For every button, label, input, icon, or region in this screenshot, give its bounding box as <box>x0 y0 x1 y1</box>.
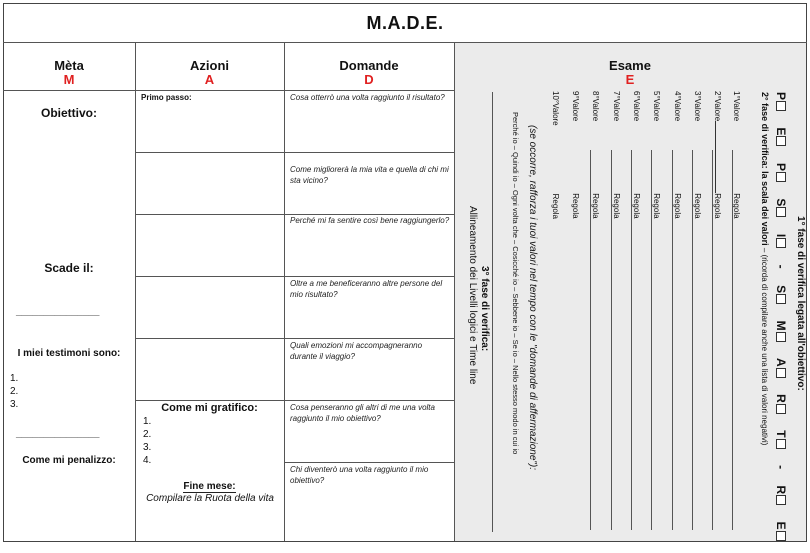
regola-label: Regola <box>551 193 560 219</box>
checkbox[interactable] <box>776 101 786 111</box>
regola-label: Regola <box>632 193 641 219</box>
psa-letter: R <box>774 394 788 403</box>
domanda-7: Chi diventerò una volta raggiunto il mio obiettivo? <box>290 465 429 485</box>
psa-letter: E <box>774 127 788 136</box>
gratifica-1: 1. <box>143 416 152 427</box>
psa-dash: - <box>774 465 788 470</box>
affermazioni-list: Perché io – Quindi io – Ogni volta che – Cosicché io – Sebbene io – Se io – Nello stesso modo in cui io <box>511 112 520 455</box>
fase3-divider <box>492 92 493 532</box>
regola-label: Regola <box>591 193 600 219</box>
psa-letter: M <box>774 320 788 331</box>
regola-label: Regola <box>673 193 682 219</box>
header-esame <box>454 59 806 87</box>
domande-letter: D <box>364 72 374 87</box>
regola-label: Regola <box>571 193 580 219</box>
valore-row <box>612 91 621 219</box>
valore-label: 2°Valore <box>713 91 722 122</box>
valore-label: 10°Valore <box>551 91 560 126</box>
valore-label: 9°Valore <box>571 91 580 122</box>
fase2-note: – (ricorda di compilare anche una lista di valori negativi) <box>760 245 769 446</box>
domanda-5: Quali emozioni mi accompagneranno durante il viaggio? <box>290 341 423 361</box>
row-divider-3 <box>135 276 454 277</box>
row-divider-1 <box>135 152 454 153</box>
checkbox[interactable] <box>776 439 786 449</box>
valore-label: 1°Valore <box>732 91 741 122</box>
checkbox[interactable] <box>776 368 786 378</box>
psa-letter: E <box>774 521 788 530</box>
valore-label: 3°Valore <box>693 91 702 122</box>
valore-line[interactable] <box>712 150 713 530</box>
meta-label: Mèta <box>54 58 84 73</box>
occorre-note: (se occorre, rafforza i tuoi valori nel tempo con le "domande di affermazione"): <box>527 125 538 471</box>
fase1-label: 1° fase di verifica legata all'obiettivo: <box>795 216 806 391</box>
row-divider-6 <box>284 462 454 463</box>
col-divider-1 <box>135 42 136 541</box>
testimone-2: 2. <box>10 386 19 397</box>
azioni-label: Azioni <box>190 58 229 73</box>
meta-letter: M <box>63 72 75 87</box>
regola-label: Regola <box>652 193 661 219</box>
valore-row <box>551 91 560 219</box>
header-domande <box>284 59 454 87</box>
valore-row <box>591 91 600 219</box>
esame-letter: E <box>625 72 635 87</box>
valore-row <box>652 91 661 219</box>
regola-label: Regola <box>732 193 741 219</box>
domanda-1: Cosa otterrò una volta raggiunto il risultato? <box>290 93 445 102</box>
fase2-title: 2° fase di verifica: la scala dei valori <box>760 92 770 246</box>
valore-line[interactable] <box>611 150 612 530</box>
scadenza-line[interactable]: _______________ <box>16 306 100 317</box>
valore-line[interactable] <box>590 150 591 530</box>
checkbox[interactable] <box>776 238 786 248</box>
valore-line[interactable] <box>692 150 693 530</box>
checkbox[interactable] <box>776 136 786 146</box>
gratifica-3: 3. <box>143 442 152 453</box>
domande-label: Domande <box>339 58 399 73</box>
psa-letter: P <box>774 162 788 171</box>
psa-letter: I <box>774 233 788 238</box>
domanda-6: Cosa penseranno gli altri di me una volta raggiunto il mio obiettivo? <box>290 403 435 423</box>
valore-label: 6°Valore <box>632 91 641 122</box>
domanda-4: Oltre a me beneficeranno altre persone del mio risultato? <box>290 279 443 299</box>
page-title: M.A.D.E. <box>366 12 444 33</box>
col-divider-3 <box>454 42 455 541</box>
psa-letter: S <box>774 198 788 207</box>
valore-line[interactable] <box>651 150 652 530</box>
primo-passo-label: Primo passo: <box>141 93 192 102</box>
regola-label: Regola <box>612 193 621 219</box>
valore-row <box>713 91 722 219</box>
checkbox[interactable] <box>776 332 786 342</box>
valore-row <box>693 91 702 219</box>
header-meta <box>3 59 135 87</box>
header-azioni <box>135 59 284 87</box>
valore-row <box>632 91 641 219</box>
psa-letter: R <box>774 485 788 495</box>
psa-letter: T <box>774 430 788 438</box>
domanda-2: Come migliorerà la mia vita e quella di chi mi sta vicino? <box>290 165 449 185</box>
row-divider-5 <box>135 400 454 401</box>
penalizzo-label: Come mi penalizzo: <box>22 455 116 466</box>
esame-label: Esame <box>609 58 651 73</box>
valore-label: 7°Valore <box>612 91 621 122</box>
valore-label: 5°Valore <box>652 91 661 122</box>
gratifica-4: 4. <box>143 455 152 466</box>
allineamento-label: Allineamento dei Livelli logici e Time line <box>467 206 478 385</box>
valore-line[interactable] <box>732 150 733 530</box>
checkbox[interactable] <box>776 294 786 304</box>
checkbox[interactable] <box>776 531 786 541</box>
checkbox[interactable] <box>776 172 786 182</box>
scade-label: Scade il: <box>44 261 94 275</box>
gratifica-2: 2. <box>143 429 152 440</box>
psa-letter: A <box>774 358 788 367</box>
psa-checklist <box>772 92 790 553</box>
checkbox[interactable] <box>776 495 786 505</box>
valore-line[interactable] <box>631 150 632 530</box>
psa-dash: - <box>774 264 788 269</box>
valore-label: 8°Valore <box>591 91 600 122</box>
regola-label: Regola <box>713 193 722 219</box>
penalita-line[interactable]: _______________ <box>16 428 100 439</box>
row-divider-4 <box>135 338 454 339</box>
gratifico-label: Come mi gratifico: <box>161 402 258 414</box>
azioni-letter: A <box>204 72 215 87</box>
title-divider <box>3 42 807 43</box>
valore-row <box>732 91 741 219</box>
fase3-label: 3° fase di verifica: <box>479 266 490 352</box>
fase2-label <box>760 92 770 445</box>
fine-mese-label <box>135 481 284 493</box>
domanda-3: Perché mi fa sentire così bene raggiungerlo? <box>290 216 450 225</box>
ruota-note: Compilare la Ruota della vita <box>146 493 274 504</box>
col-divider-2 <box>284 42 285 541</box>
testimone-3: 3. <box>10 399 19 410</box>
regola-label: Regola <box>693 193 702 219</box>
checkbox[interactable] <box>776 207 786 217</box>
header-divider <box>3 90 455 91</box>
checkbox[interactable] <box>776 404 786 414</box>
valore-row <box>571 91 580 219</box>
testimone-1: 1. <box>10 373 19 384</box>
valore-row <box>673 91 682 219</box>
testimoni-label: I miei testimoni sono: <box>17 348 121 359</box>
valore-line[interactable] <box>672 150 673 530</box>
obiettivo-label: Obiettivo: <box>41 106 97 120</box>
psa-letter: S <box>774 285 788 294</box>
psa-letter: P <box>774 92 788 101</box>
fine-mese-text: Fine mese: <box>183 481 236 492</box>
valore-label: 4°Valore <box>673 91 682 122</box>
